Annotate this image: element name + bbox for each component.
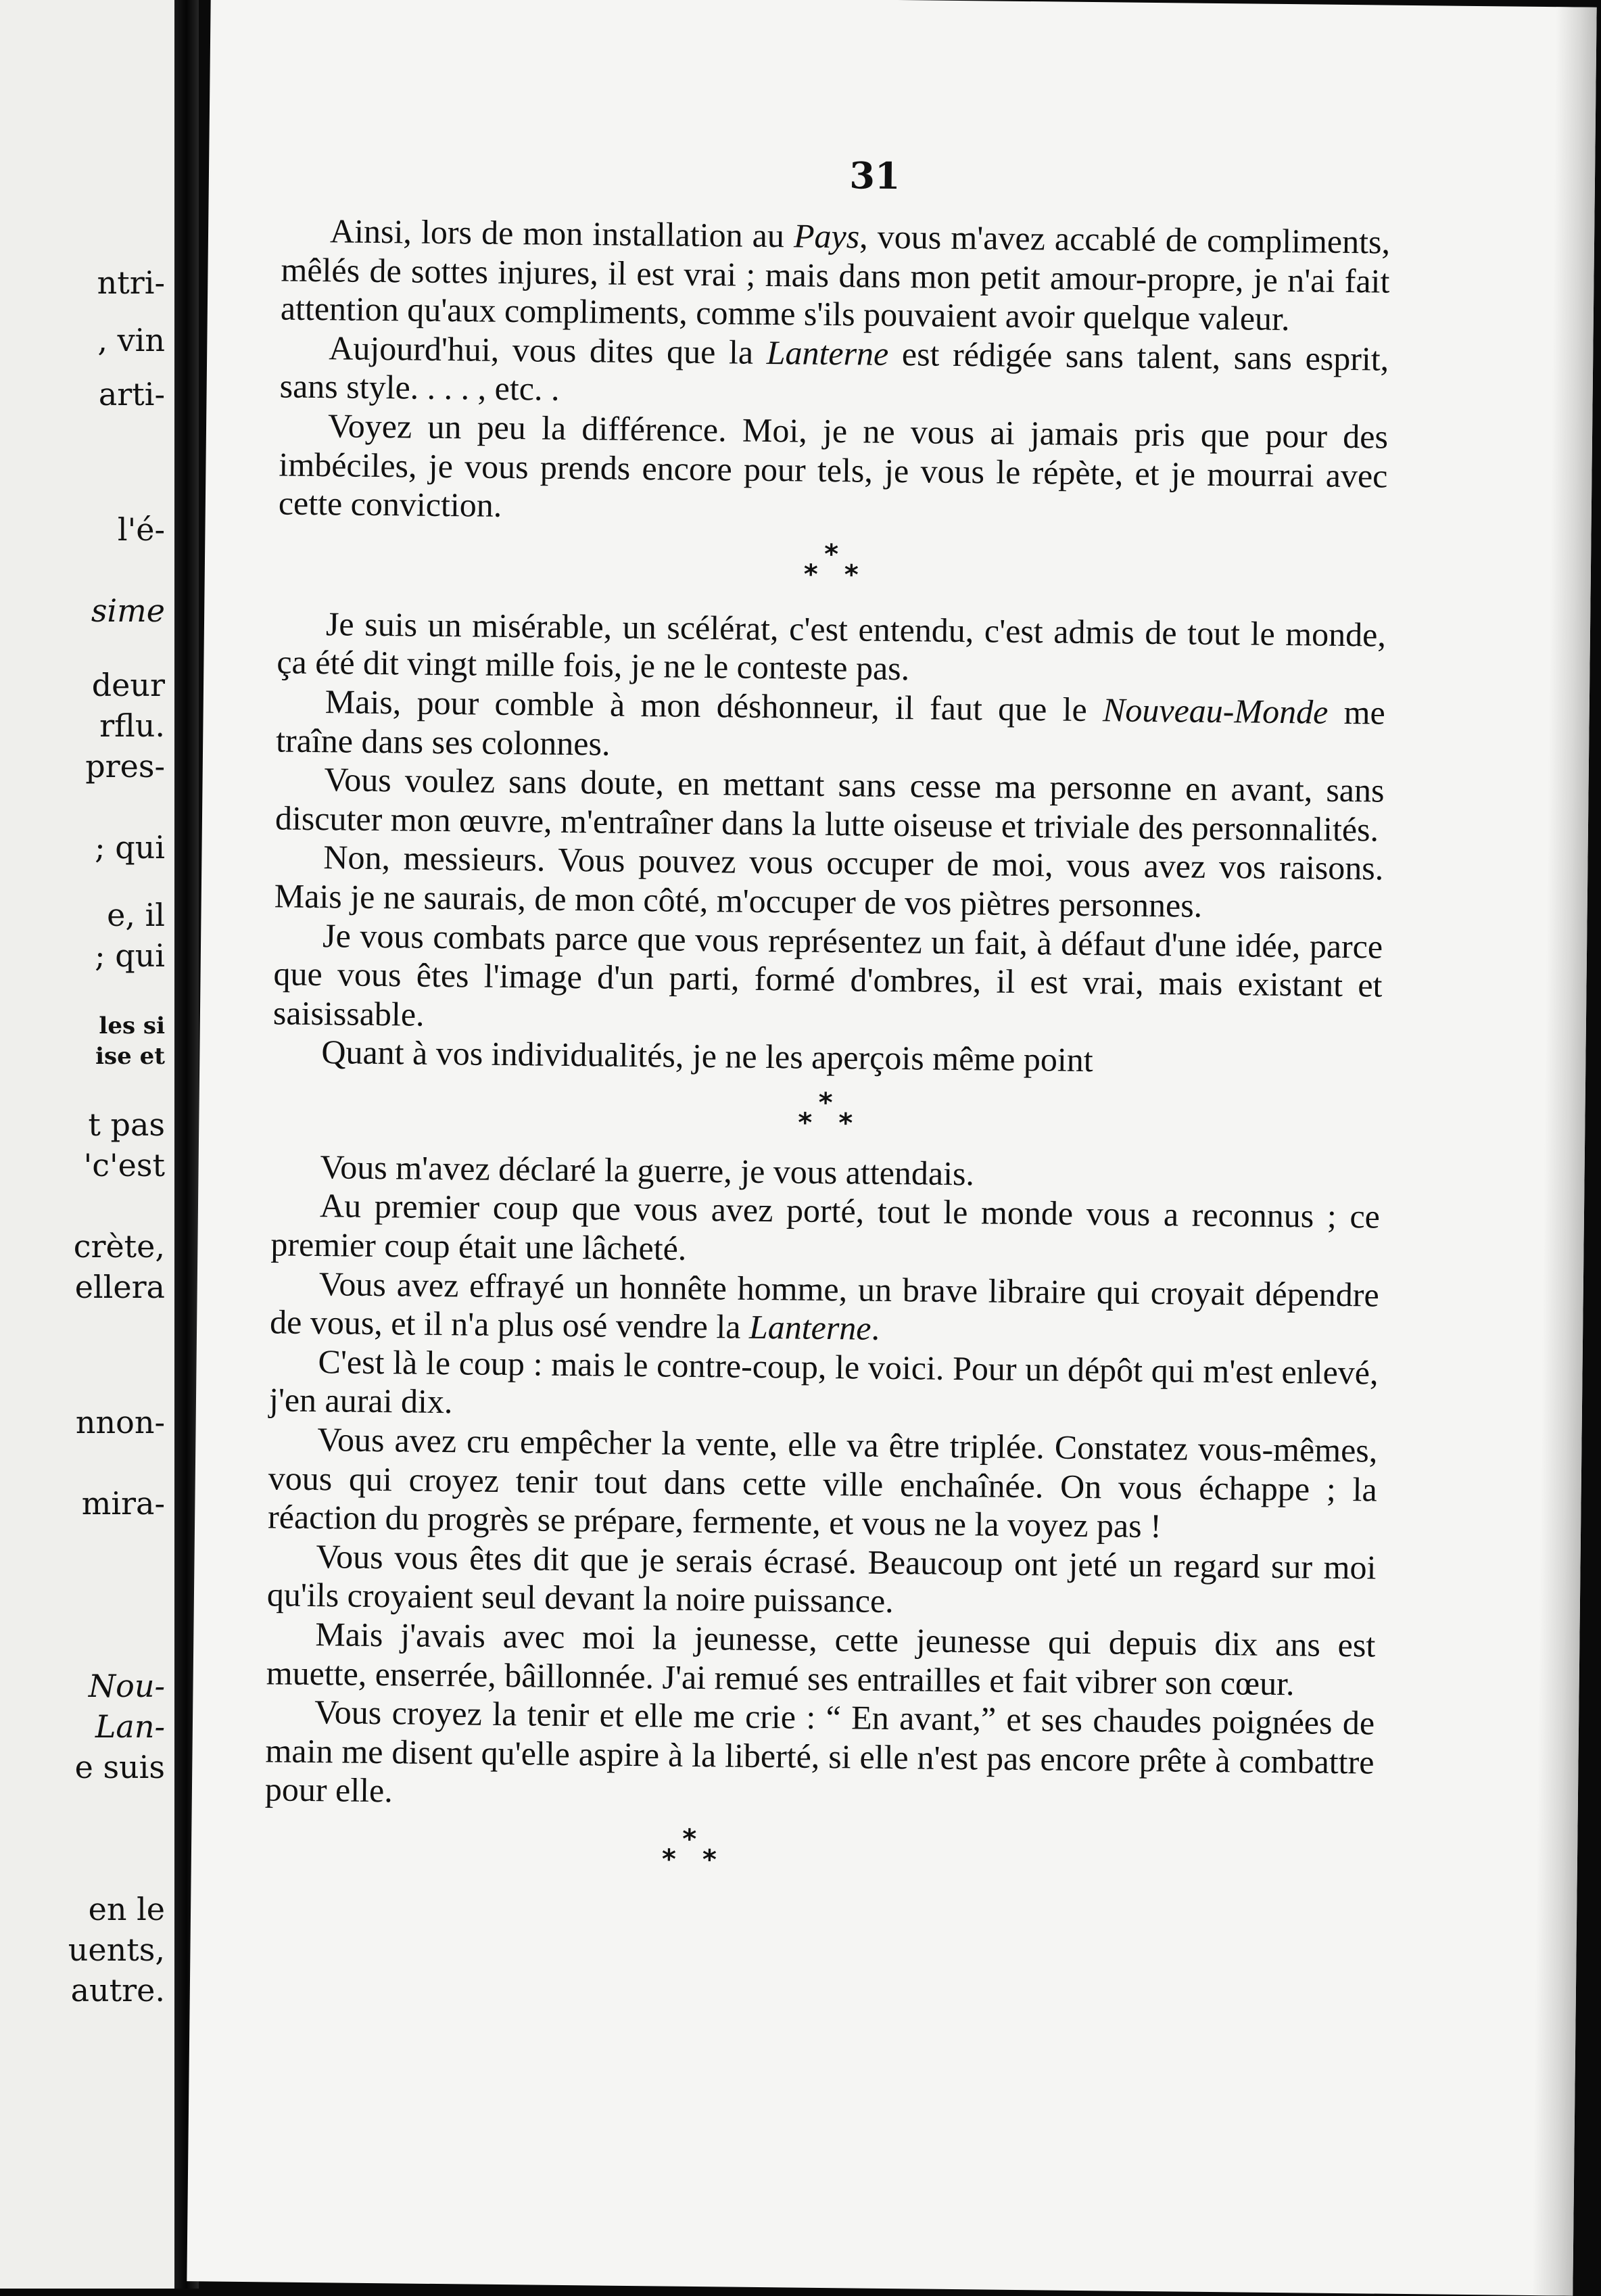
asterism-star: * bbox=[818, 1087, 833, 1119]
facing-page-text: autre. bbox=[70, 1972, 165, 2009]
asterism-star: * bbox=[823, 538, 839, 570]
text-run: Je suis un misérable, un scélérat, c'est entendu, c'est admis de tout le monde, ça été dit vingt mille fois, je ne le conteste pas. bbox=[277, 604, 1387, 688]
paragraph bbox=[279, 406, 1389, 534]
paragraph bbox=[270, 1264, 1379, 1353]
facing-page-text: l'é- bbox=[117, 511, 165, 548]
text-run: Aujourd'hui, vous dites que la bbox=[328, 328, 767, 371]
facing-page-text: Nou- bbox=[88, 1668, 165, 1704]
facing-page-text: e suis bbox=[74, 1749, 165, 1785]
asterism-star: * bbox=[803, 559, 818, 590]
facing-page-fragment bbox=[0, 0, 176, 2289]
asterism-star: * bbox=[702, 1844, 717, 1876]
book-page bbox=[187, 0, 1596, 2296]
paragraph bbox=[269, 1342, 1379, 1431]
text-run: Voyez un peu la différence. Moi, je ne vous ai jamais pris que pour des imbéciles, je vous prends encore pour tels, je vous le répète, et je mourrai avec cette conviction. bbox=[278, 406, 1389, 525]
asterism-divider bbox=[277, 523, 1387, 615]
facing-page-text: ntri- bbox=[97, 264, 165, 301]
section-1 bbox=[279, 211, 1391, 534]
paragraph bbox=[274, 838, 1383, 927]
text-run: C'est là le coup : mais le contre-coup, le voici. Pour un dépôt qui m'est enlevé, j'en aurai dix. bbox=[268, 1342, 1379, 1421]
paragraph bbox=[265, 1693, 1375, 1821]
text-run: Vous avez effrayé un honnête homme, un brave libraire qui croyait dépendre de vous, et il n'a plus osé vendre la bbox=[269, 1264, 1380, 1346]
facing-page-text: arti- bbox=[98, 376, 165, 413]
text-run: Non, messieurs. Vous pouvez vous occuper de moi, vous avez vos raisons. Mais je ne saurais, de mon côté, m'occuper de vos piètres personnes. bbox=[274, 838, 1384, 924]
paragraph bbox=[275, 760, 1385, 849]
facing-page-text: , vin bbox=[97, 322, 165, 358]
asterism-star: * bbox=[844, 559, 859, 591]
paragraph bbox=[279, 328, 1389, 417]
text-run: . bbox=[871, 1309, 880, 1348]
paragraph bbox=[276, 682, 1385, 771]
text-run: Mais, pour comble à mon déshonneur, il faut que le bbox=[325, 682, 1103, 729]
facing-page-text: t pas bbox=[88, 1106, 165, 1143]
text-run: me traîne dans ses colonnes. bbox=[275, 693, 1386, 763]
asterism-star: * bbox=[682, 1823, 697, 1855]
page-edge bbox=[1532, 7, 1596, 2295]
italic-title: Nouveau-Monde bbox=[1102, 690, 1329, 731]
text-run: Vous voulez sans doute, en mettant sans cesse ma personne en avant, sans discuter mon œuvre, m'entraîner dans la lutte oiseuse et triviale des personnalités. bbox=[274, 760, 1385, 849]
text-run: est rédigée sans talent, sans esprit, sans style. . . . , etc. . bbox=[279, 334, 1389, 408]
text-run: Quant à vos individualités, je ne les aperçois même point bbox=[321, 1033, 1094, 1079]
page-number: 31 bbox=[849, 154, 901, 198]
facing-page-text: pres- bbox=[85, 748, 165, 784]
italic-title: Lanterne bbox=[766, 333, 889, 373]
facing-page-text: ellera bbox=[74, 1269, 165, 1305]
page-body bbox=[264, 211, 1391, 1895]
facing-page-text: ise et bbox=[95, 1043, 165, 1070]
text-run: Vous m'avez déclaré la guerre, je vous attendais. bbox=[320, 1148, 975, 1193]
italic-title: Lanterne bbox=[748, 1308, 871, 1347]
text-run: , vous m'avez accablé de compliments, mêlés de sottes injures, il est vrai ; mais dans mon petit amour-propre, je n'ai fait attention qu'aux compliments, comme s'ils pouvaient avoir quelque valeur. bbox=[280, 217, 1391, 338]
facing-page-text: uents, bbox=[68, 1931, 165, 1968]
facing-page-text: ; qui bbox=[95, 829, 165, 866]
facing-page-text: e, il bbox=[107, 897, 165, 933]
facing-page-text: les si bbox=[99, 1012, 165, 1039]
text-run: Je vous combats parce que vous représentez un fait, à défaut d'une idée, parce que vous êtes l'image d'un parti, formé d'ombres, il est vrai, mais existant et saisissable. bbox=[272, 916, 1383, 1033]
text-run: Vous vous êtes dit que je serais écrasé. Beaucoup ont jeté un regard sur moi qu'ils croyaient seul devant la noire puissance. bbox=[266, 1537, 1377, 1620]
asterism-star: * bbox=[661, 1844, 677, 1875]
facing-page-text: deur bbox=[91, 667, 165, 703]
facing-page-text: nnon- bbox=[75, 1404, 165, 1440]
paragraph bbox=[268, 1420, 1378, 1548]
facing-page-text: Lan- bbox=[95, 1708, 165, 1745]
facing-page-text: sime bbox=[91, 592, 165, 629]
paragraph bbox=[267, 1537, 1377, 1626]
section-3 bbox=[265, 1147, 1381, 1821]
facing-page-text: ; qui bbox=[95, 937, 165, 974]
italic-title: Pays bbox=[793, 216, 860, 256]
asterism-star: * bbox=[798, 1107, 813, 1139]
text-run: Ainsi, lors de mon installation au bbox=[329, 212, 794, 255]
text-run: Au premier coup que vous avez porté, tout le monde vous a reconnus ; ce premier coup était une lâcheté. bbox=[270, 1186, 1381, 1267]
paragraph bbox=[266, 1614, 1375, 1704]
text-run: Mais j'avais avec moi la jeunesse, cette jeunesse qui depuis dix ans est muette, enserrée, bâillonnée. J'ai remué ses entrailles et fait vibrer son cœur. bbox=[266, 1615, 1376, 1702]
facing-page-text: 'c'est bbox=[83, 1147, 165, 1184]
paragraph bbox=[281, 211, 1391, 339]
text-run: Vous croyez la tenir et elle me crie : “ En avant,” et ses chaudes poignées de main me disent qu'elle aspire à la liberté, si elle n'est pas encore prête à combattre pour elle. bbox=[264, 1693, 1375, 1810]
paragraph bbox=[277, 604, 1386, 693]
facing-page-text: rflu. bbox=[99, 707, 165, 744]
facing-page-text: mira- bbox=[81, 1485, 165, 1522]
asterism-star: * bbox=[838, 1108, 853, 1140]
section-2 bbox=[272, 604, 1386, 1083]
facing-page-text: en le bbox=[88, 1891, 165, 1927]
facing-page-text: crète, bbox=[73, 1228, 165, 1265]
text-run: Vous avez cru empêcher la vente, elle va être triplée. Constatez vous-mêmes, vous qui croyez tenir tout dans cette ville enchaînée. On vous échappe ; la réaction du progrès se prépare, fermente, et vous ne la voyez pas ! bbox=[267, 1420, 1378, 1545]
asterism-divider bbox=[7, 1806, 1374, 1895]
asterism-divider bbox=[272, 1071, 1381, 1158]
paragraph bbox=[270, 1186, 1380, 1275]
paragraph bbox=[273, 916, 1383, 1044]
